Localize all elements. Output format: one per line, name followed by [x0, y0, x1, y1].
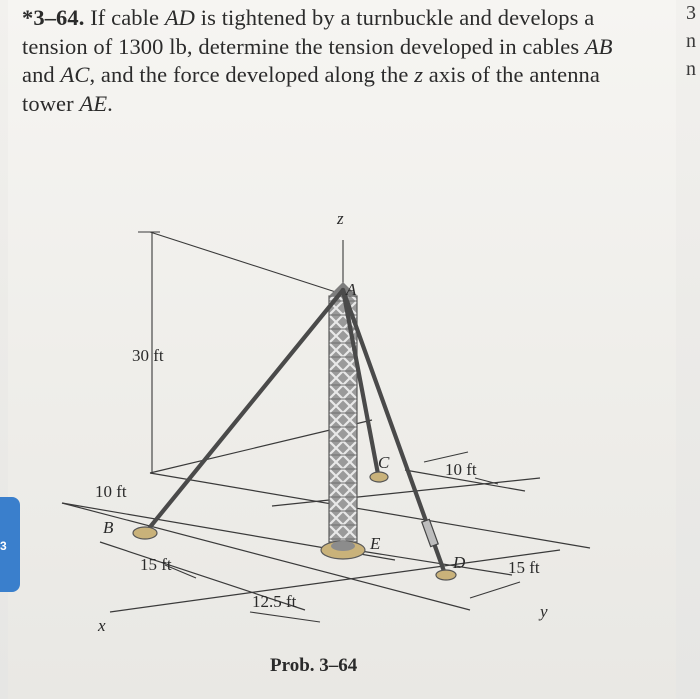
- turnbuckle: [422, 519, 438, 546]
- anchor-c: [370, 472, 388, 482]
- cable-ad-label: AD: [164, 5, 196, 30]
- anchor-b: [133, 527, 157, 539]
- cable-ab: [146, 290, 343, 532]
- label-a: A: [346, 280, 357, 299]
- next-page-fragment-1: 3: [686, 2, 696, 24]
- label-y: y: [540, 602, 548, 621]
- problem-text-1: If cable: [90, 5, 165, 30]
- label-z: z: [337, 209, 344, 228]
- problem-text-6: .: [107, 90, 113, 116]
- dim-30ft: 30 ft: [132, 346, 164, 365]
- next-page-fragment-3: n: [686, 58, 696, 80]
- tower-ae-label: AE: [79, 90, 108, 116]
- problem-number: *3–64.: [22, 5, 85, 30]
- z-axis-label: z: [414, 62, 424, 87]
- side-tab-label: 3: [0, 539, 7, 553]
- dim-15ft-right: 15 ft: [508, 558, 540, 577]
- ground-grid: [62, 420, 590, 612]
- antenna-tower: [321, 282, 365, 559]
- figure-caption: Prob. 3–64: [270, 655, 358, 676]
- label-b: B: [103, 518, 114, 537]
- label-c: C: [378, 453, 390, 472]
- dim-10ft-right: 10 ft: [445, 460, 477, 479]
- dim-15ft-left: 15 ft: [140, 555, 172, 574]
- problem-text-2: is tightened by a turnbuckle and develops a tension of 1300 lb, determine the tension developed in cables: [22, 5, 595, 59]
- label-d: D: [453, 553, 466, 572]
- problem-text-4: , and the force developed along the: [89, 62, 415, 87]
- problem-text-3: and: [22, 62, 61, 87]
- dim-10ft-left: 10 ft: [95, 482, 127, 501]
- problem-text-5: axis of the antenna tower: [22, 62, 600, 116]
- label-e: E: [370, 534, 381, 553]
- next-page-fragment-2: n: [686, 30, 696, 52]
- dim-12-5ft: 12.5 ft: [252, 592, 297, 611]
- cables: [146, 290, 445, 574]
- cable-ab-label: AB: [584, 33, 613, 59]
- label-x: x: [98, 616, 106, 635]
- cable-ac-label: AC: [60, 62, 90, 87]
